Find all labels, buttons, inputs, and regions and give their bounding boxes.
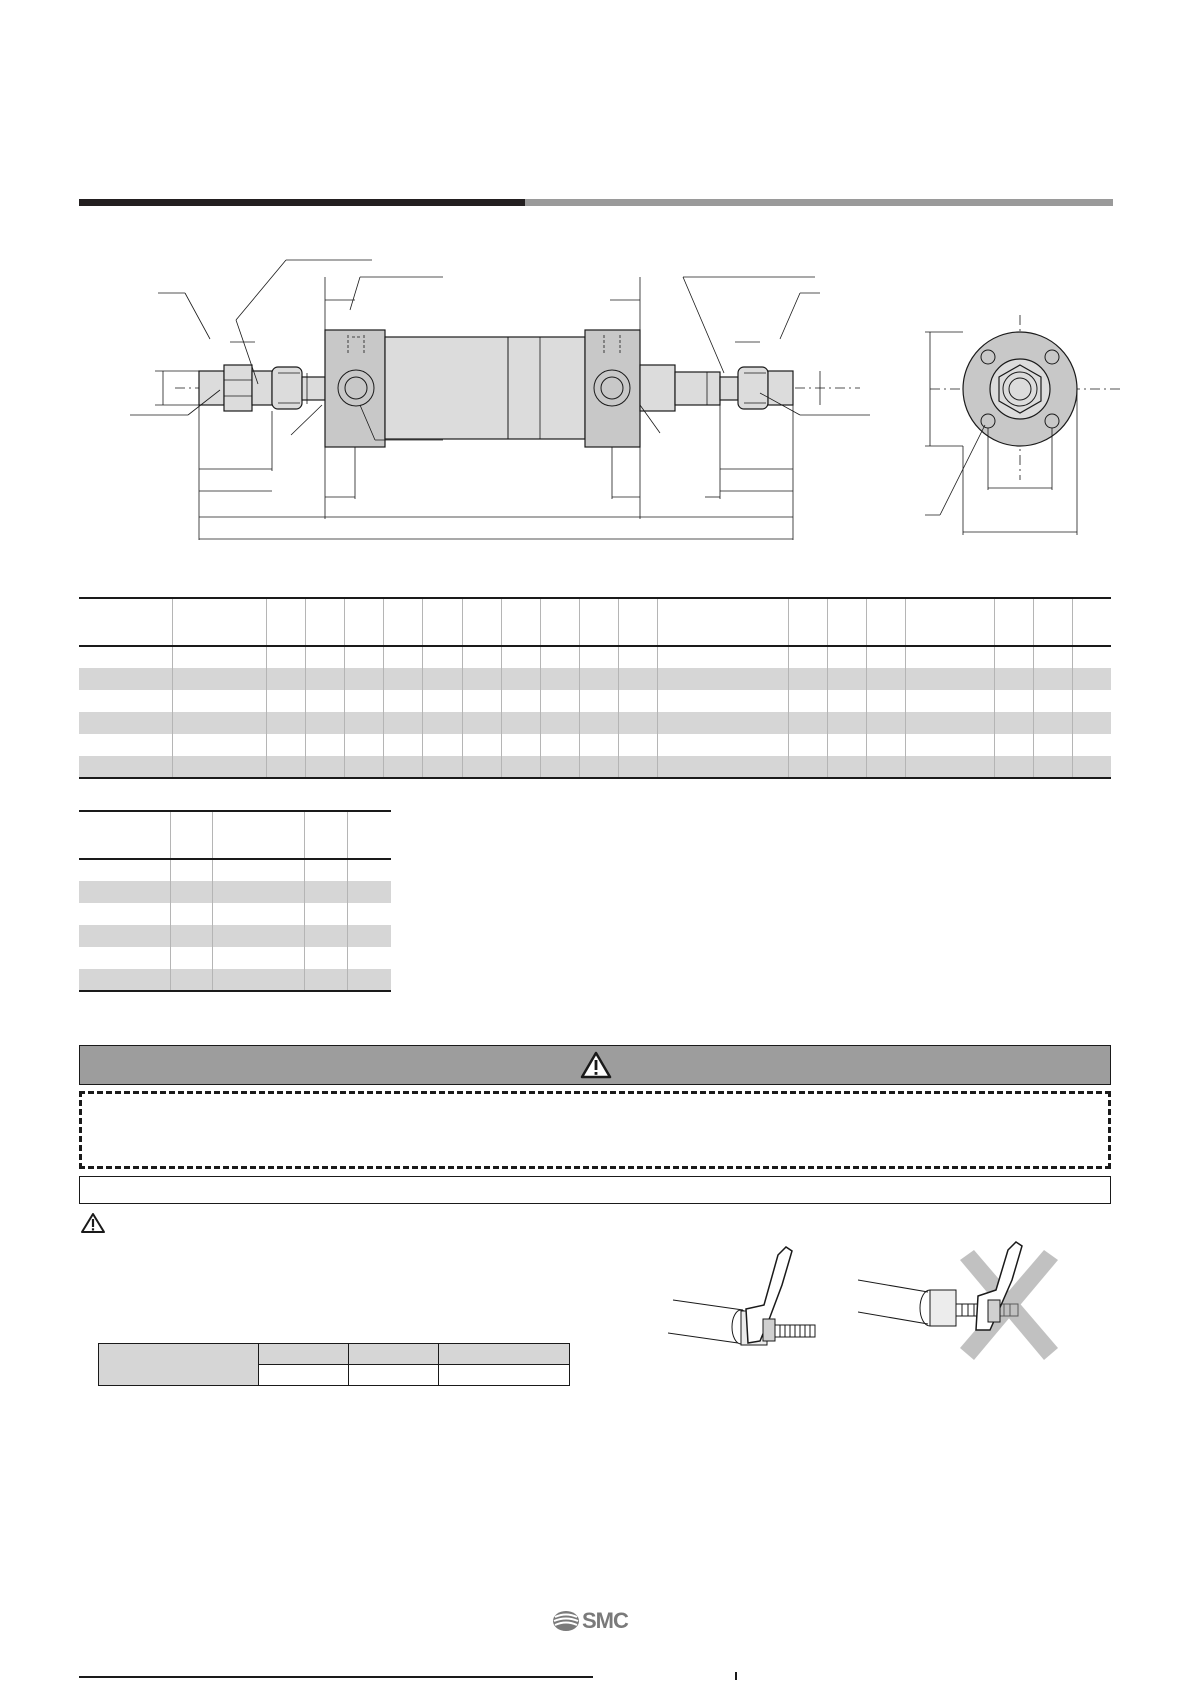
caution-note-box xyxy=(79,1176,1111,1204)
torque-table-header-cell xyxy=(259,1344,349,1365)
table-row xyxy=(79,881,391,903)
torque-table-value-cell xyxy=(349,1365,439,1386)
table-row xyxy=(79,925,391,947)
table-row xyxy=(79,734,1111,756)
smc-logo xyxy=(552,1608,628,1634)
header-rule-dark xyxy=(79,199,525,206)
torque-table-value-cell xyxy=(259,1365,349,1386)
table-row xyxy=(79,668,1111,690)
torque-table xyxy=(98,1343,570,1386)
left-rod-end xyxy=(199,365,325,411)
caution-header-bar xyxy=(79,1045,1111,1085)
warning-triangle-icon xyxy=(80,1212,106,1234)
table-row xyxy=(79,859,391,881)
smc-logo-text: SMC xyxy=(582,1608,628,1633)
right-rod-cover xyxy=(585,330,640,447)
torque-table-value-cell xyxy=(439,1365,570,1386)
torque-table-label-cell xyxy=(99,1344,259,1386)
small-table xyxy=(79,810,391,992)
dimension-table-header xyxy=(79,599,1111,646)
table-row xyxy=(79,969,391,991)
dimension-table xyxy=(79,597,1111,779)
table-row xyxy=(79,756,1111,778)
table-row xyxy=(79,712,1111,734)
wrench-on-nut-crossed-illustration xyxy=(858,1240,1058,1365)
cylinder-side-view-drawing xyxy=(100,255,910,540)
small-table-header xyxy=(79,812,391,859)
torque-table-header-cell xyxy=(349,1344,439,1365)
footer-tick xyxy=(735,1672,737,1680)
table-row xyxy=(79,690,1111,712)
caution-dashed-box xyxy=(79,1091,1111,1169)
header-rule-light xyxy=(525,199,1113,206)
table-row xyxy=(79,646,1111,668)
cylinder-end-view-drawing xyxy=(925,310,1120,540)
right-rod-end xyxy=(640,365,793,411)
table-row xyxy=(79,903,391,925)
left-head-cover xyxy=(325,330,385,447)
wrench-on-nut-illustration xyxy=(668,1245,818,1365)
warning-triangle-icon xyxy=(580,1051,612,1079)
smc-logo-mark-icon xyxy=(552,1610,580,1632)
table-row xyxy=(79,947,391,969)
torque-table-header-cell xyxy=(439,1344,570,1365)
footer-rule xyxy=(79,1676,593,1678)
cylinder-tube xyxy=(385,337,585,439)
